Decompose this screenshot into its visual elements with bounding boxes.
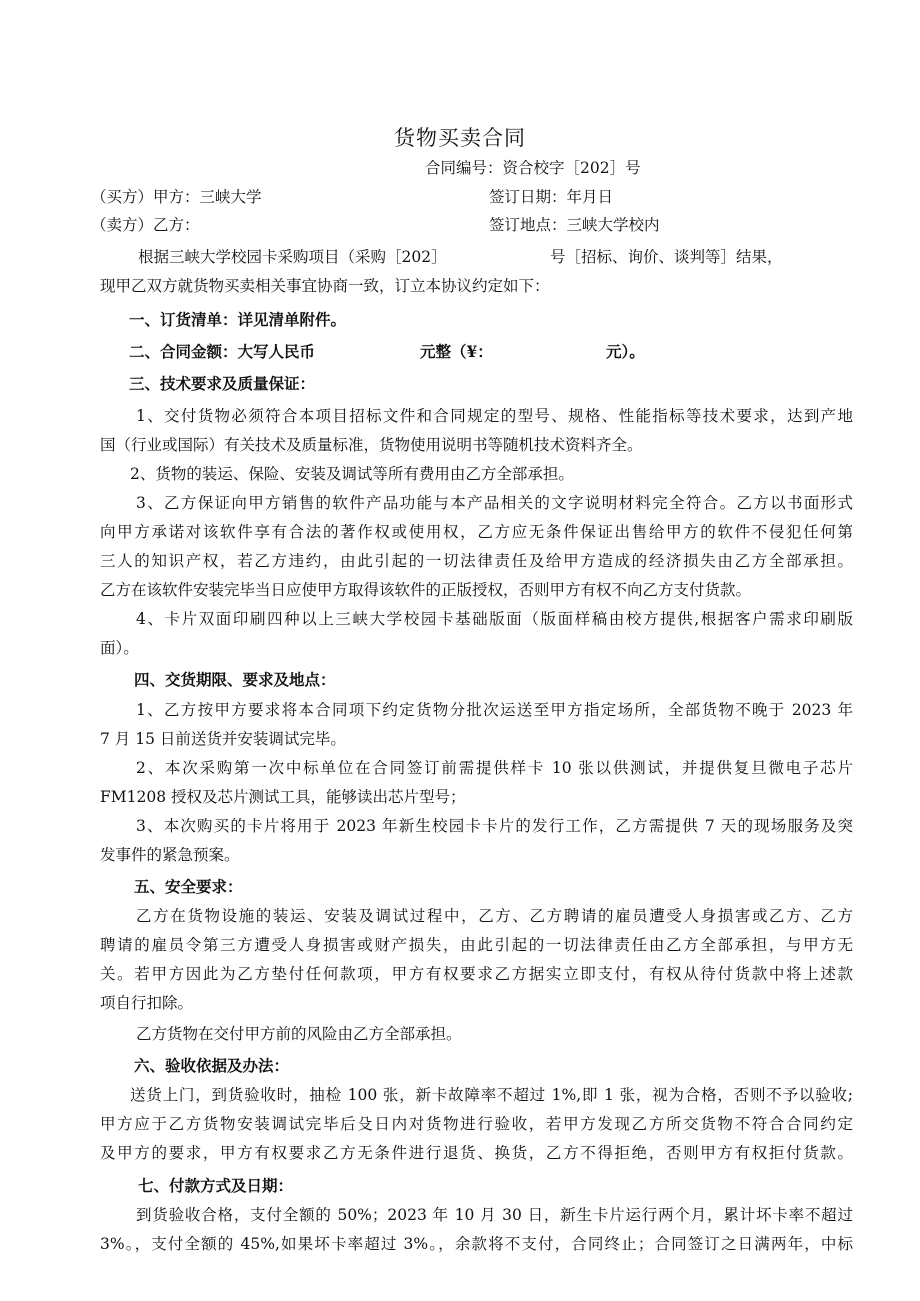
section-3-p2: 2、货物的装运、保险、安装及调试等所有费用由乙方全部承担。 <box>130 465 574 483</box>
section-7-heading: 七、付款方式及日期： <box>138 1176 294 1195</box>
section-4-heading: 四、交货期限、要求及地点： <box>134 670 336 689</box>
section-3-p1-line: 1、交付货物必须符合本项目招标文件和合同规定的型号、规格、性能指标等技术要求，达到产地 <box>136 407 853 425</box>
section-3-p3-line: 3、乙方保证向甲方销售的软件产品功能与本产品相关的文字说明材料完全符合。乙方以书面形式 <box>136 494 853 512</box>
section-3-heading: 三、技术要求及质量保证： <box>129 374 316 393</box>
section-4-p1-line: 1、乙方按甲方要求将本合同项下约定货物分批次运送至甲方指定场所，全部货物不晚于 2023 年 <box>136 701 853 719</box>
section-2-heading: 二、合同金额：大写人民币 <box>129 342 316 361</box>
intro-line-1a: 根据三峡大学校园卡采购项目（采购［202］ <box>138 248 447 266</box>
section-4-p2-line: 2、本次采购第一次中标单位在合同签订前需提供样卡 10 张以供测试，并提供复旦微电子芯片 <box>136 759 853 777</box>
section-5-p1-line: 项自行扣除。 <box>100 994 194 1012</box>
section-1-heading: 一、订货清单：详见清单附件。 <box>129 310 347 329</box>
section-6-heading: 六、验收依据及办法： <box>134 1056 290 1075</box>
section-7-p1-line: 3%。，支付全额的 45%,如果坏卡率超过 3%。，余款将不支付，合同终止；合同签订之日满两年，中标 <box>100 1235 853 1253</box>
section-2-amount-end: 元）。 <box>606 342 645 361</box>
section-3-p1-line: 国（行业或国际）有关技术及质量标准，货物使用说明书等随机技术资料齐全。 <box>100 436 643 454</box>
buyer-party: （买方）甲方：三峡大学 <box>91 188 262 206</box>
section-5-heading: 五、安全要求： <box>134 877 243 896</box>
section-5-p2: 乙方货物在交付甲方前的风险由乙方全部承担。 <box>136 1025 462 1043</box>
section-4-p1-line: 7 月 15 日前送货并安装调试完毕。 <box>100 730 346 748</box>
intro-line-1b: 号［招标、询价、谈判等］结果， <box>550 248 783 266</box>
section-5-p1-line: 聘请的雇员令第三方遭受人身损害或财产损失，由此引起的一切法律责任由乙方全部承担，与甲方无 <box>100 936 853 954</box>
section-6-p1-line: 及甲方的要求，甲方有权要求乙方无条件进行退货、换货，乙方不得拒绝，否则甲方有权拒付货款。 <box>100 1144 853 1162</box>
section-5-p1-line: 乙方在货物设施的装运、安装及调试过程中，乙方、乙方聘请的雇员遭受人身损害或乙方、乙方 <box>136 907 853 925</box>
section-3-p4-line: 面）。 <box>100 639 139 657</box>
section-5-p1-line: 关。若甲方因此为乙方垫付任何款项，甲方有权要求乙方据实立即支付，有权从待付货款中将上述款 <box>100 965 853 983</box>
section-3-p3-line: 向甲方承诺对该软件享有合法的著作权或使用权，乙方应无条件保证出售给甲方的软件不侵犯任何第 <box>100 523 853 541</box>
section-6-p1-line: 送货上门，到货验收时，抽检 100 张，新卡故障率不超过 1%,即 1 张，视为合格，否则不予以验收; <box>130 1086 853 1104</box>
section-6-p1-line: 甲方应于乙方货物安装调试完毕后殳日内对货物进行验收，若甲方发现乙方所交货物不符合合同约定 <box>100 1115 853 1133</box>
section-4-p3-line: 发事件的紧急预案。 <box>100 846 240 864</box>
section-7-p1-line: 到货验收合格，支付全额的 50%；2023 年 10 月 30 日，新生卡片运行两个月，累计坏卡率不超过 <box>136 1206 853 1224</box>
section-4-p2-line: FM1208 授权及芯片测试工具，能够读出芯片型号； <box>100 788 466 806</box>
sign-date: 签订日期：年月日 <box>489 188 614 206</box>
document-title: 货物买卖合同 <box>394 126 526 150</box>
section-3-p3-line: 三人的知识产权，若乙方违约，由此引起的一切法律责任及给甲方造成的经济损失由乙方全部承担。 <box>100 552 853 570</box>
contract-number: 合同编号：资合校字［202］号 <box>425 159 641 177</box>
section-4-p3-line: 3、本次购买的卡片将用于 2023 年新生校园卡卡片的发行工作，乙方需提供 7 天的现场服务及突 <box>136 817 853 835</box>
section-2-amount-yuan: 元整（¥： <box>420 342 493 361</box>
sign-place: 签订地点：三峡大学校内 <box>489 216 660 234</box>
intro-line-2: 现甲乙双方就货物买卖相关事宜协商一致，订立本协议约定如下： <box>100 277 550 295</box>
section-3-p4-line: 4、卡片双面印刷四种以上三峡大学校园卡基础版面（版面样稿由校方提供,根据客户需求印刷版 <box>136 610 853 628</box>
seller-party: （卖方）乙方： <box>91 216 200 234</box>
section-3-p3-line: 乙方在该软件安装完毕当日应使甲方取得该软件的正版授权，否则甲方有权不向乙方支付货款。 <box>100 581 752 599</box>
